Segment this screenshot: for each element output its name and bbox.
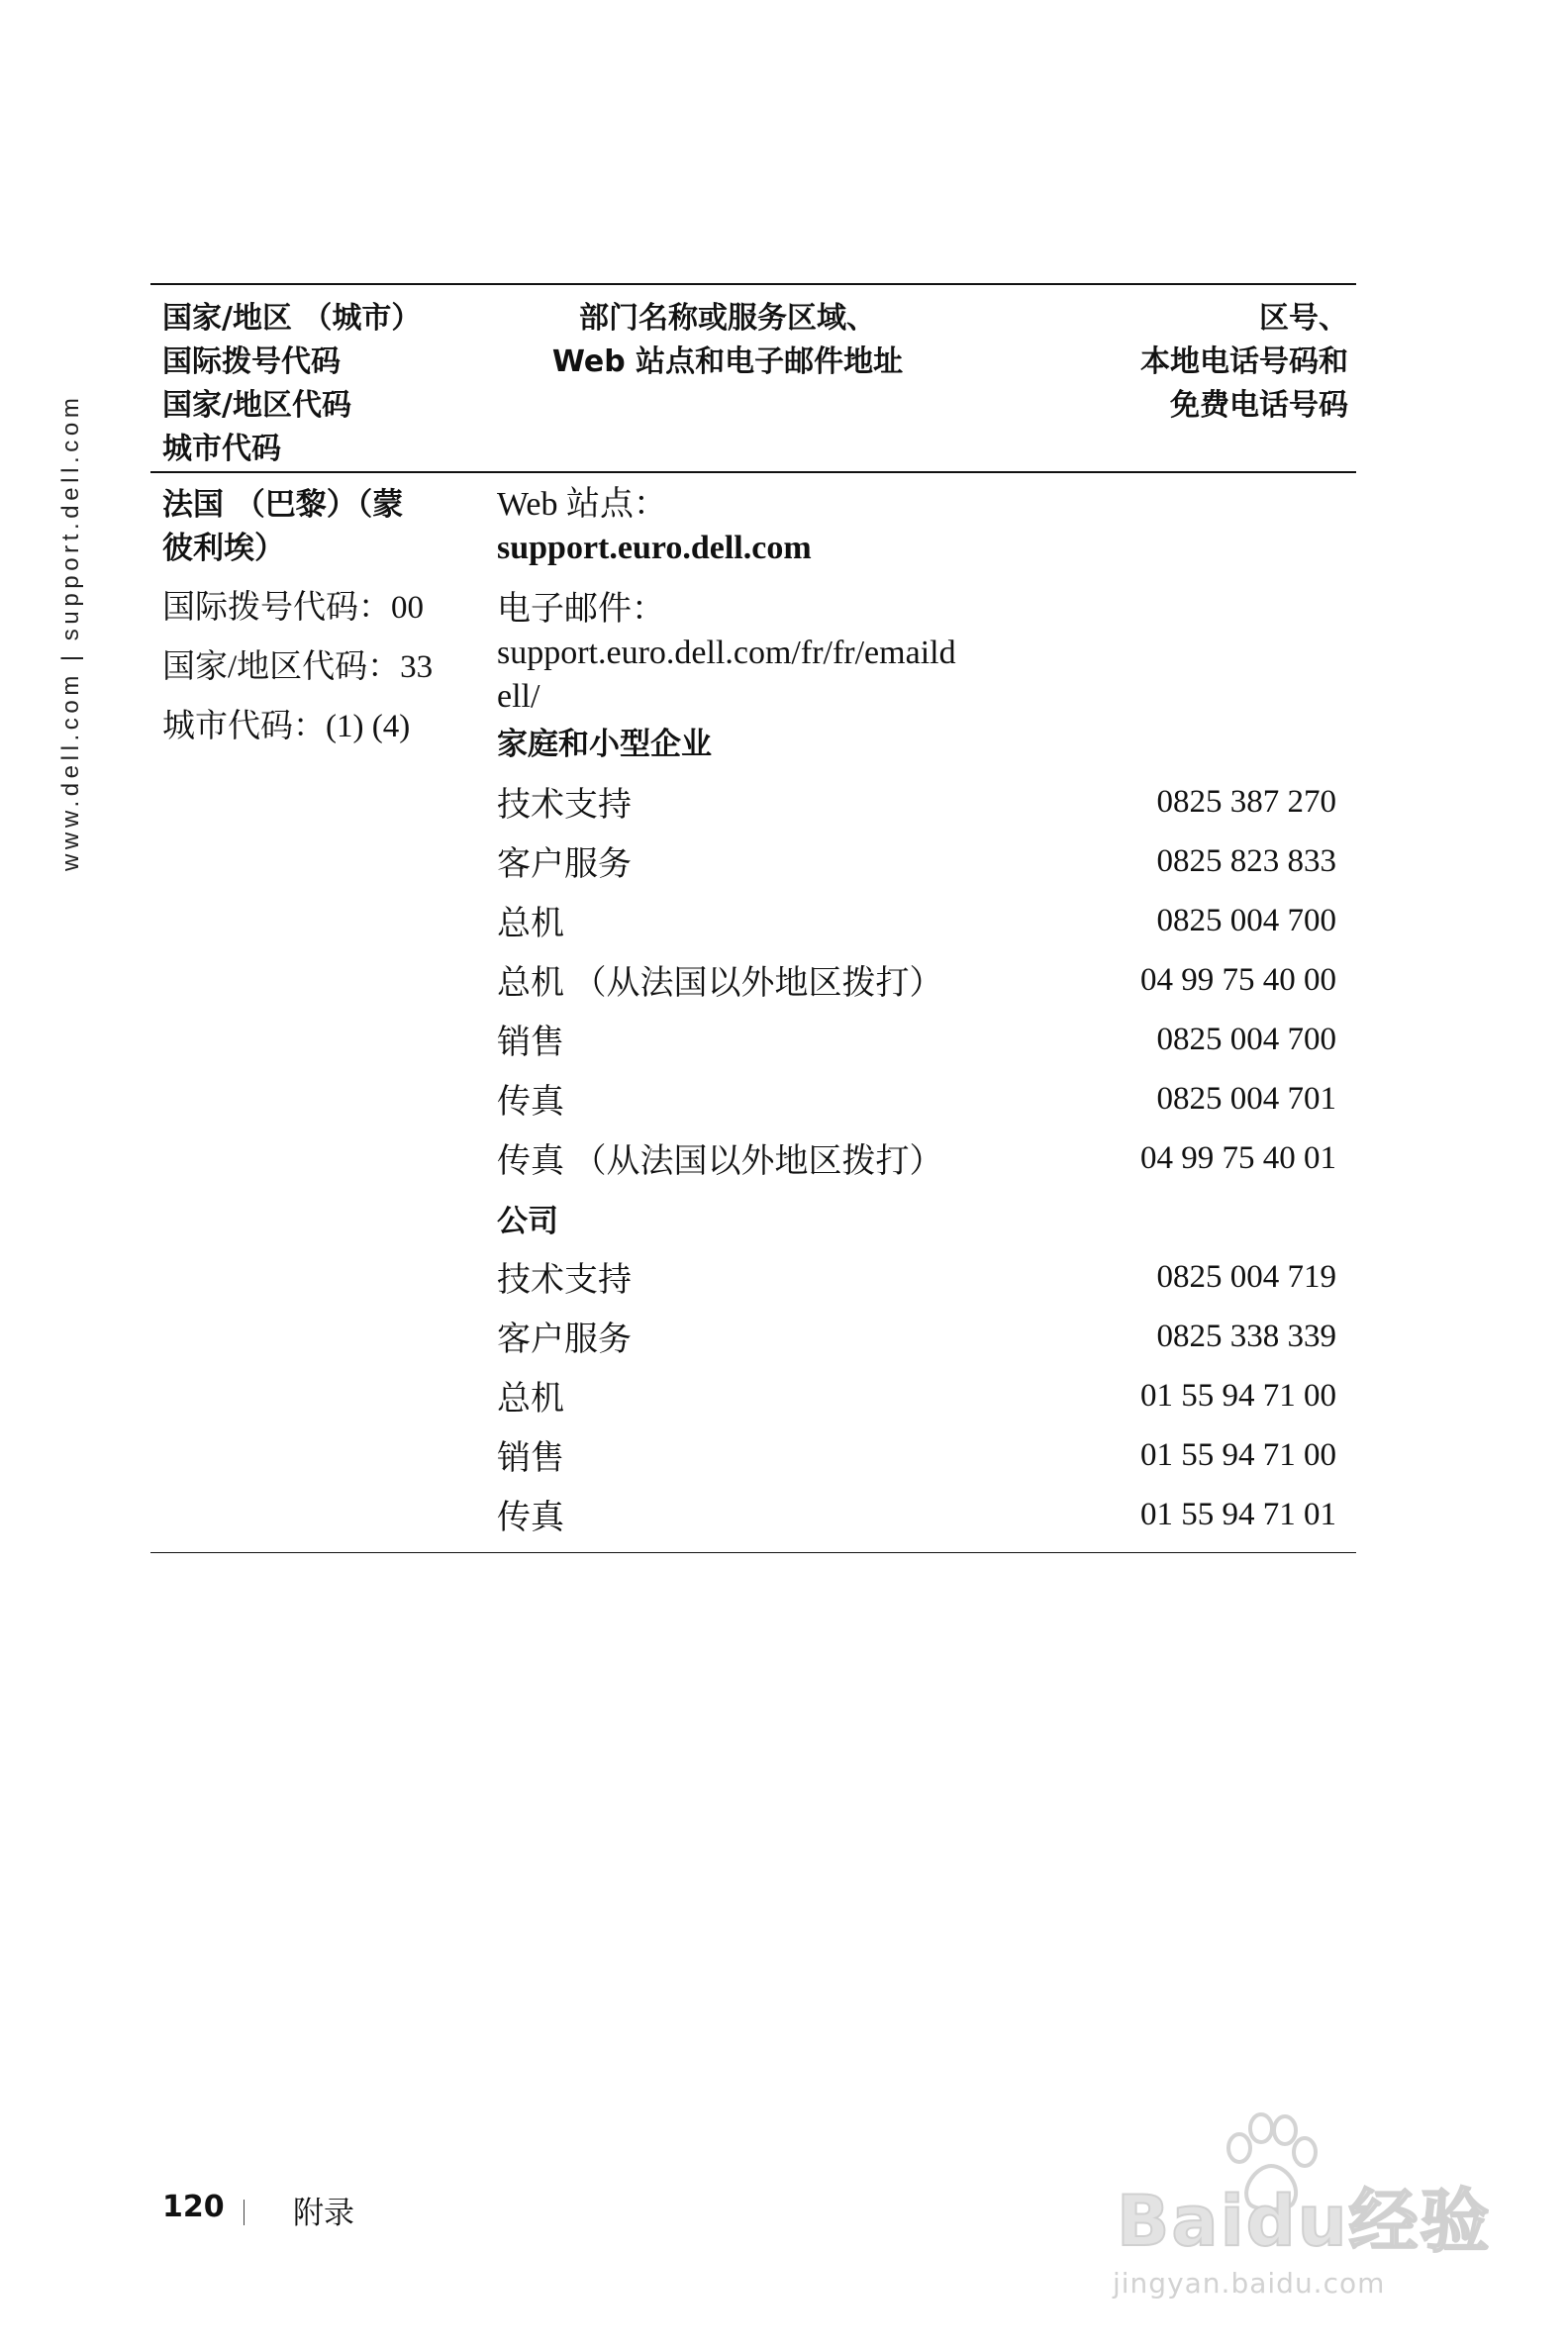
- phone-row-number: 0825 004 701: [1156, 1081, 1336, 1117]
- side-url-separator: |: [57, 650, 84, 662]
- phone-row-label: 传真: [497, 1084, 564, 1121]
- email-url-link-line1[interactable]: support.euro.dell.com/fr/fr/emaild: [497, 635, 956, 671]
- website-block: [497, 483, 812, 570]
- phone-row-label: 销售: [497, 1025, 564, 1061]
- page-number: 120: [162, 2190, 225, 2224]
- phone-row: [497, 1259, 1336, 1319]
- phone-row: [497, 843, 1336, 903]
- phone-row-number: 0825 004 700: [1156, 1022, 1336, 1057]
- website-label: Web 站点：: [497, 486, 667, 523]
- header-country-line: 国家/地区代码: [162, 388, 351, 423]
- phone-row-label: 销售: [497, 1440, 564, 1477]
- header-department-line: 部门名称或服务区域、: [579, 301, 876, 336]
- side-url-support: support.dell.com: [57, 393, 84, 641]
- header-phone-column: [1029, 297, 1348, 428]
- baidu-watermark: [1107, 2108, 1492, 2306]
- phone-row-number: 01 55 94 71 00: [1140, 1378, 1336, 1414]
- email-block: [497, 588, 956, 719]
- header-department-line: Web 站点和电子邮件地址: [551, 344, 904, 379]
- phone-row-number: 01 55 94 71 01: [1140, 1497, 1336, 1532]
- watermark-brand: Baidu经验: [1117, 2181, 1492, 2262]
- email-label: 电子邮件：: [497, 591, 665, 628]
- header-country-line: 国家/地区 （城市）: [162, 301, 422, 336]
- phone-row-number: 0825 338 339: [1156, 1319, 1336, 1354]
- phone-row-number: 0825 004 719: [1156, 1259, 1336, 1295]
- phone-row-label: 总机: [497, 906, 564, 942]
- phone-row: [497, 784, 1336, 843]
- phone-row-number: 01 55 94 71 00: [1140, 1437, 1336, 1473]
- phone-row-number: 04 99 75 40 01: [1140, 1140, 1336, 1176]
- phone-row-label: 技术支持: [497, 787, 632, 824]
- phone-row-label: 总机 （从法国以外地区拨打）: [497, 965, 943, 1002]
- side-url-text: [57, 394, 85, 871]
- country-name-line: 法国 （巴黎）（蒙: [162, 487, 404, 523]
- header-phone-line: 本地电话号码和: [1140, 344, 1348, 379]
- header-bottom-rule: [150, 471, 1356, 473]
- phone-row-number: 04 99 75 40 00: [1140, 962, 1336, 998]
- header-phone-line: 免费电话号码: [1170, 388, 1348, 423]
- phone-row-number: 0825 004 700: [1156, 903, 1336, 938]
- side-url-www: www.dell.com: [57, 671, 84, 871]
- table-top-rule: [150, 283, 1356, 285]
- phone-row-label: 传真: [497, 1500, 564, 1536]
- phone-row: [497, 1437, 1336, 1497]
- phone-row: [497, 1378, 1336, 1437]
- website-url-link[interactable]: support.euro.dell.com: [497, 530, 812, 566]
- header-country-column: [162, 297, 421, 471]
- country-name: [162, 483, 403, 570]
- country-name-line: 彼利埃）: [162, 531, 285, 566]
- phone-row-number: 0825 823 833: [1156, 843, 1336, 879]
- phone-row: [497, 903, 1336, 962]
- phone-row: [497, 1081, 1336, 1140]
- phone-row: [497, 1140, 1336, 1200]
- section-heading-corporate: 公司: [497, 1204, 558, 1239]
- footer-separator: [244, 2200, 245, 2225]
- phone-row-label: 传真 （从法国以外地区拨打）: [497, 1143, 943, 1180]
- phone-row-label: 客户服务: [497, 846, 632, 883]
- watermark-url: jingyan.baidu.com: [1113, 2267, 1386, 2300]
- header-country-line: 城市代码: [162, 432, 281, 466]
- email-url-link-line2[interactable]: ell/: [497, 678, 540, 715]
- phone-row-label: 客户服务: [497, 1322, 632, 1358]
- section-heading-home-business: 家庭和小型企业: [497, 727, 712, 762]
- phone-row: [497, 1319, 1336, 1378]
- phone-row: [497, 962, 1336, 1022]
- country-code: 国家/地区代码：33: [162, 649, 434, 685]
- header-country-line: 国际拨号代码: [162, 344, 341, 379]
- city-code: 城市代码：(1) (4): [162, 709, 411, 744]
- international-dial-code: 国际拨号代码：00: [162, 590, 424, 626]
- chapter-title: 附录: [293, 2196, 354, 2231]
- header-department-column: [495, 297, 960, 384]
- phone-row: [497, 1497, 1336, 1556]
- phone-row: [497, 1022, 1336, 1081]
- phone-row-label: 总机: [497, 1381, 564, 1418]
- phone-row-number: 0825 387 270: [1156, 784, 1336, 820]
- phone-row-label: 技术支持: [497, 1262, 632, 1299]
- table-bottom-rule: [150, 1552, 1356, 1553]
- header-phone-line: 区号、: [1259, 301, 1348, 336]
